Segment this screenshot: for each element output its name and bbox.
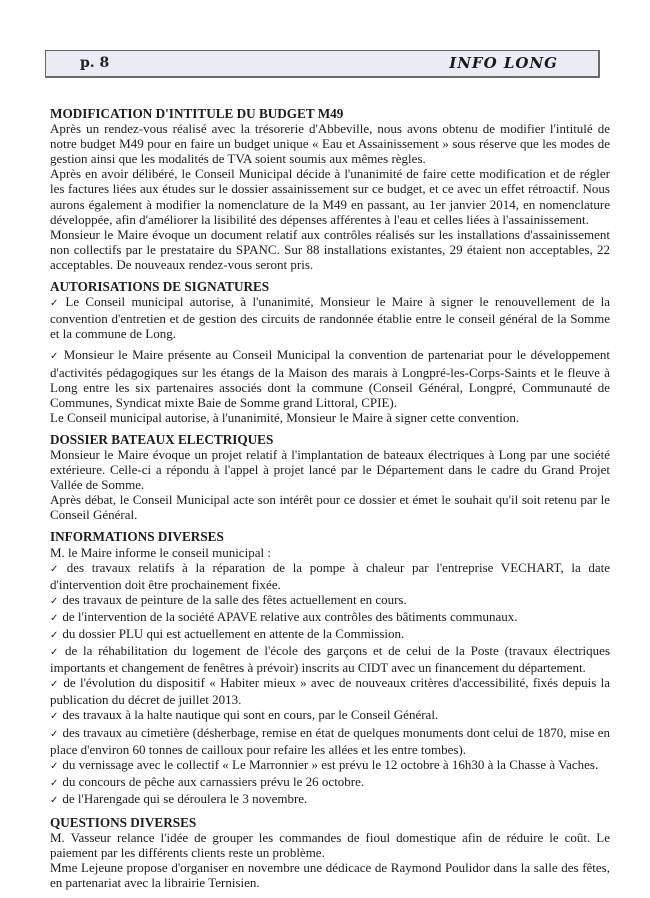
checklist-item: ✓ du concours de pêche aux carnassiers prévu le 26 octobre. — [50, 774, 610, 791]
paragraph: Après un rendez-vous réalisé avec la trésorerie d'Abbeville, nous avons obtenu de modifier l'intitulé de notre budget M49 pour en faire un budget unique « Eau et Assainissement » sous réserve que les modes de gestion ainsi que les modalités de TVA soient soumis aux mêmes règles. — [50, 121, 610, 167]
checklist-item: ✓ de l'intervention de la société APAVE relative aux contrôles des bâtiments communaux. — [50, 609, 610, 626]
section-heading: INFORMATIONS DIVERSES — [50, 529, 224, 545]
checklist-item: ✓ Le Conseil municipal autorise, à l'unanimité, Monsieur le Maire à signer le renouvellement de la convention d'entretien et de gestion des circuits de randonnée établie entre le conseil général de la Somme et la commune de Long. — [50, 294, 610, 341]
checklist-item: ✓ de l'Harengade qui se déroulera le 3 novembre. — [50, 791, 610, 808]
page-number: p. 8 — [80, 55, 110, 71]
paragraph: Après en avoir délibéré, le Conseil Municipal décide à l'unanimité de faire cette modification et de régler les factures liées aux études sur le dossier assainissement sur ce budget, et ce avec un effet rétroactif. Nous aurons également à modifier la nomenclature de la M49 en passant, au 1er janvier 2014, en nomenclature développée, afin d'améliorer la lisibilité des dépenses afférentes à l'eau et celles liées à l'assainissement. — [50, 166, 610, 227]
paragraph: M. Vasseur relance l'idée de grouper les commandes de fioul domestique afin de réduire le coût. Le paiement par les différents clients reste un problème. — [50, 830, 610, 861]
section-heading: QUESTIONS DIVERSES — [50, 815, 197, 831]
paragraph: Le Conseil municipal autorise, à l'unanimité, Monsieur le Maire à signer cette convention. — [50, 409, 520, 425]
checklist-item: ✓ Monsieur le Maire présente au Conseil Municipal la convention de partenariat pour le développement d'activités pédagogiques sur les étangs de la Maison des marais à Longpré-les-Corps-Saints et le fleuve à Long entre les six partenaires associés dont la commune (Conseil Général, Longpré, Communauté de Communes, Syndicat mixte Baie de Somme grand Littoral, CPIE). — [50, 347, 610, 409]
checklist-item: ✓ du vernissage avec le collectif « Le Marronnier » est prévu le 12 octobre à 16h30 à la Chasse à Vaches. — [50, 757, 610, 774]
article-body — [50, 106, 610, 898]
paragraph: Mme Lejeune propose d'organiser en novembre une dédicace de Raymond Poulidor dans la salle des fêtes, en partenariat avec la librairie Ternisien. — [50, 860, 610, 891]
section-bateaux — [50, 432, 610, 523]
checklist-item: ✓ des travaux de peinture de la salle des fêtes actuellement en cours. — [50, 592, 610, 609]
section-questions — [50, 815, 610, 890]
checklist-item: ✓ des travaux relatifs à la réparation de la pompe à chaleur par l'entreprise VECHART, la date d'intervention doit être prochainement fixée. — [50, 560, 610, 592]
paragraph: Monsieur le Maire évoque un document relatif aux contrôles réalisés sur les installations d'assainissement non collectifs par le prestataire du SPANC. Sur 88 installations existantes, 29 étaient non acceptables, 22 acceptables. De nouveaux rendez-vous seront pris. — [50, 226, 610, 272]
checklist-item: ✓ de la réhabilitation du logement de l'école des garçons et de celui de la Poste (travaux électriques importants et changement de fenêtres à prévoir) inscrits au CIDT avec un financement du département. — [50, 643, 610, 675]
section-budget-m49 — [50, 106, 610, 272]
page-header-bar — [45, 50, 600, 78]
newsletter-title: INFO LONG — [449, 54, 558, 72]
section-heading: AUTORISATIONS DE SIGNATURES — [50, 279, 270, 295]
section-signatures — [50, 279, 610, 425]
checklist-item: ✓ des travaux à la halte nautique qui sont en cours, par le Conseil Général. — [50, 707, 610, 724]
section-informations — [50, 529, 610, 808]
paragraph: Monsieur le Maire évoque un projet relatif à l'implantation de bateaux électriques à Long par une société extérieure. Celle-ci a répondu à l'appel à projet lancé par le Département dans le cadre du Grand Projet Vallée de Somme. — [50, 446, 610, 493]
section-heading: MODIFICATION D'INTITULE DU BUDGET M49 — [50, 106, 344, 121]
checklist-item: ✓ des travaux au cimetière (désherbage, remise en état de quelques monuments dont celui de 1870, mise en place d'environ 60 tonnes de cailloux pour refaire les allées et les entre tombes). — [50, 725, 610, 757]
paragraph: Après débat, le Conseil Municipal acte son intérêt pour ce dossier et émet le souhait qu'il soit retenu par le Conseil Général. — [50, 492, 610, 523]
checklist-item: ✓ du dossier PLU qui est actuellement en attente de la Commission. — [50, 626, 610, 643]
paragraph: M. le Maire informe le conseil municipal : — [50, 544, 271, 560]
section-heading: DOSSIER BATEAUX ELECTRIQUES — [50, 431, 274, 447]
checklist-item: ✓ de l'évolution du dispositif « Habiter mieux » avec de nouveaux critères d'accessibilité, fixés depuis la publication du décret de juillet 2013. — [50, 675, 610, 707]
